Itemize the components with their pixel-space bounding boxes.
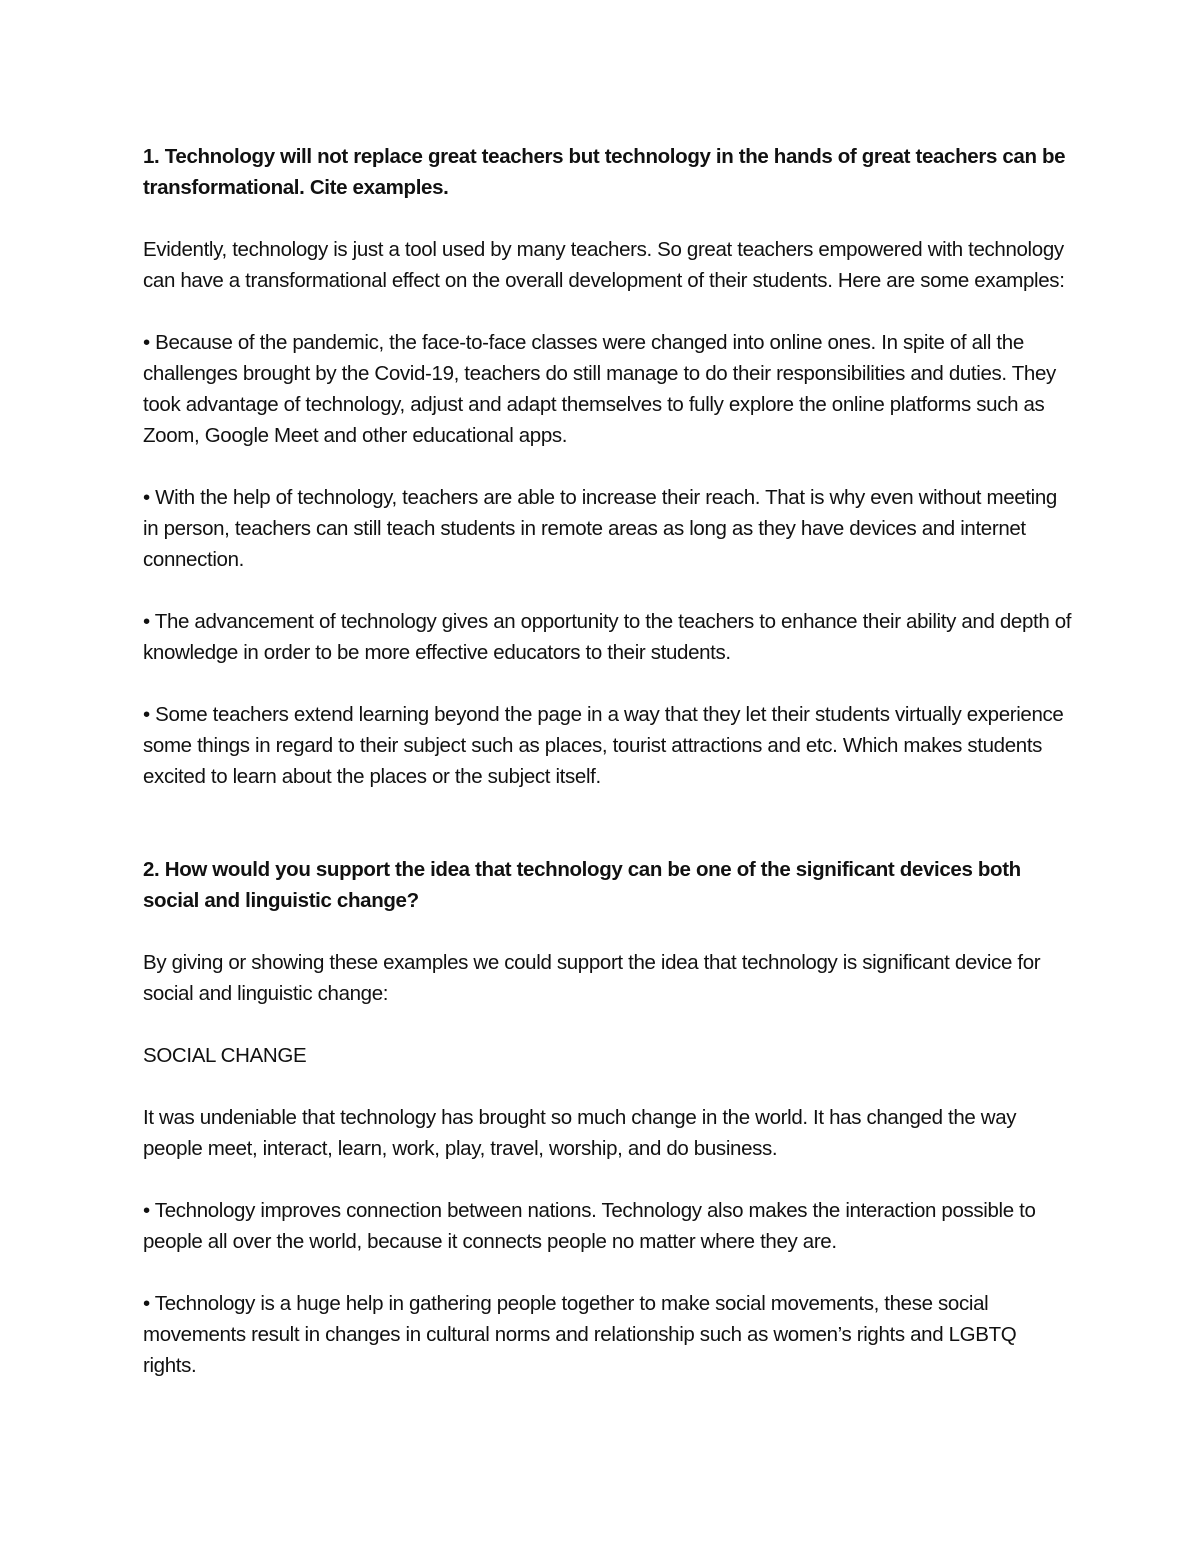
question-2-intro: By giving or showing these examples we could support the idea that technology is significant device for social and linguistic change: — [143, 951, 1041, 1005]
document-body — [143, 141, 1073, 1381]
question-2-bullet: • Technology is a huge help in gathering people together to make social movements, these social movements result in changes in cultural norms and relationship such as women’s rights and LGBTQ rights. — [143, 1292, 1017, 1377]
question-1-bullet: • With the help of technology, teachers are able to increase their reach. That is why even without meeting in person, teachers can still teach students in remote areas as long as they have devices and internet connection. — [143, 486, 1057, 571]
section-heading-social-change: SOCIAL CHANGE — [143, 1044, 307, 1067]
question-1-intro: Evidently, technology is just a tool used by many teachers. So great teachers empowered with technology can have a transformational effect on the overall development of their students. Here are some examples: — [143, 238, 1065, 292]
question-1-title: 1. Technology will not replace great teachers but technology in the hands of great teachers can be transformational. Cite examples. — [143, 145, 1066, 199]
question-1-bullet: • Because of the pandemic, the face-to-face classes were changed into online ones. In spite of all the challenges brought by the Covid-19, teachers do still manage to do their responsibilities and duties. They took advantage of technology, adjust and adapt themselves to fully explore the online platforms such as Zoom, Google Meet and other educational apps. — [143, 331, 1056, 447]
section-intro: It was undeniable that technology has brought so much change in the world. It has changed the way people meet, interact, learn, work, play, travel, worship, and do business. — [143, 1106, 1017, 1160]
question-1-bullet: • The advancement of technology gives an opportunity to the teachers to enhance their ability and depth of knowledge in order to be more effective educators to their students. — [143, 610, 1072, 664]
question-1-bullet: • Some teachers extend learning beyond the page in a way that they let their students virtually experience some things in regard to their subject such as places, tourist attractions and etc. Which makes students excited to learn about the places or the subject itself. — [143, 703, 1064, 788]
question-2-bullet: • Technology improves connection between nations. Technology also makes the interaction possible to people all over the world, because it connects people no matter where they are. — [143, 1199, 1036, 1253]
question-2-title: 2. How would you support the idea that technology can be one of the significant devices both social and linguistic change? — [143, 858, 1021, 912]
